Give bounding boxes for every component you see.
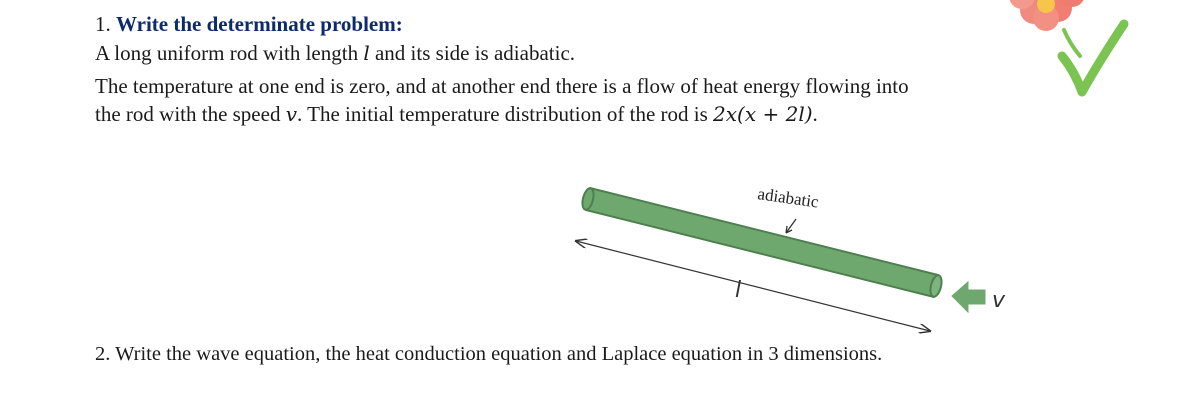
problem2-text: 2. Write the wave equation, the heat conduction equation and Laplace equation in 3 dimensions. [95,343,883,365]
initial-temperature-formula: 2x(x + 2l) [713,102,813,126]
problem1-title: Write the determinate problem: [116,12,403,36]
var-l: l [363,41,370,65]
problem1-line4-after: . The initial temperature distribution of the rod is [297,102,708,126]
adiabatic-pointer-arrow [786,219,796,233]
flow-label: v [992,288,1006,313]
problem1-line4-before: the rod with the speed [95,102,281,126]
checkmark-icon [1062,24,1124,92]
adiabatic-label: adiabatic [756,184,820,212]
heat-flow-arrow-icon [952,282,985,312]
problem1-line3: The temperature at one end is zero, and at another end there is a flow of heat energy flowing into [95,74,909,98]
problem1-line4-end: . [812,102,818,126]
flower-icon [1009,0,1085,31]
length-label: l [735,278,742,303]
problem1-line2-before: A long uniform rod with length [95,41,359,65]
length-dimension-arrow [576,241,930,331]
problem1-line2-after: and its side is adiabatic. [374,41,576,65]
var-v: v [285,102,298,126]
problem1-number: 1. [95,12,111,36]
